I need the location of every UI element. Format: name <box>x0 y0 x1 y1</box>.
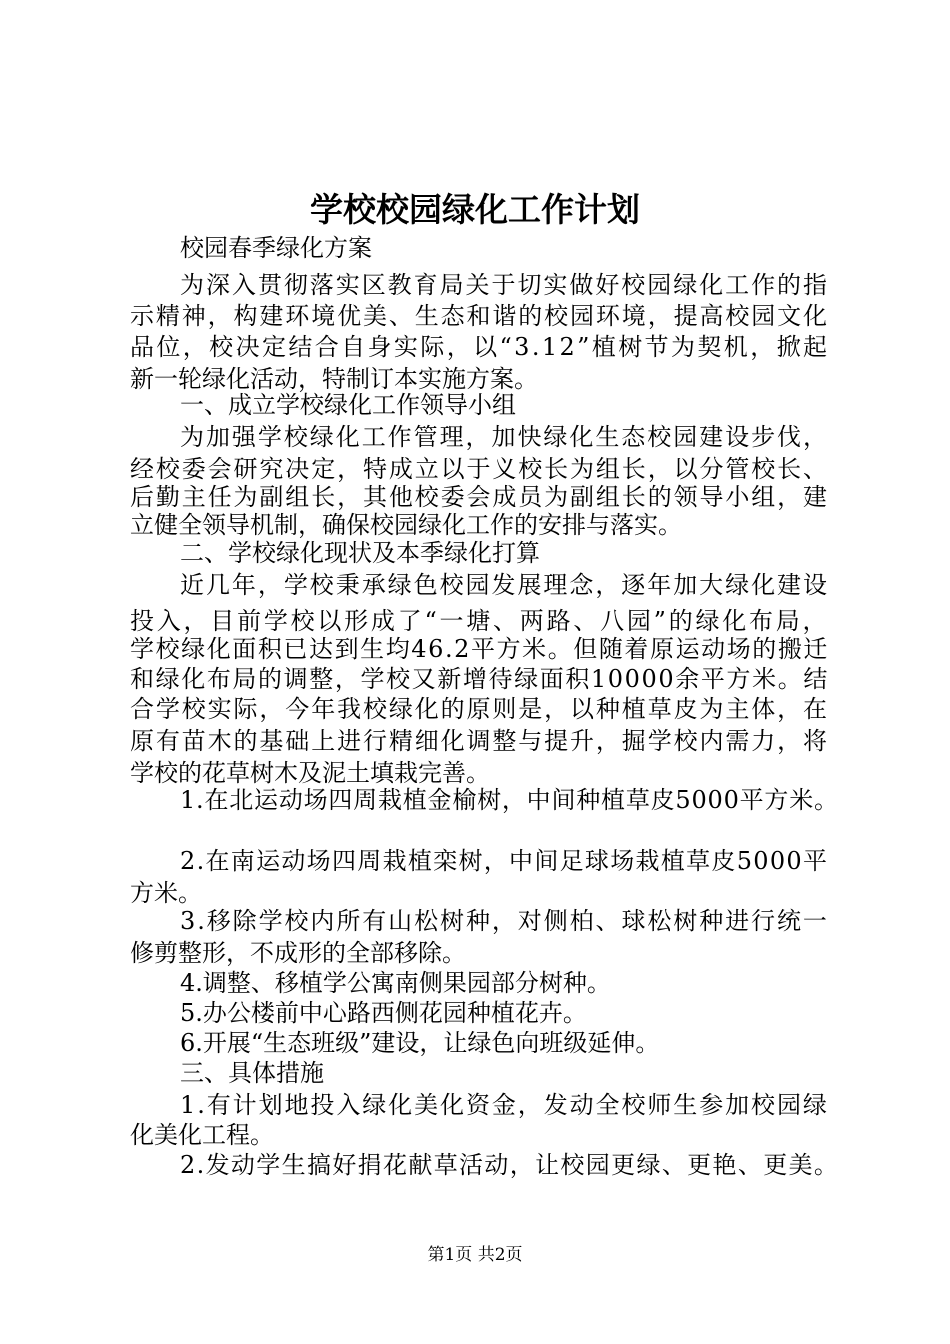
body-line: 6.开展“生态班级”建设，让绿色向班级延伸。 <box>180 1029 660 1057</box>
body-line: 投入，目前学校以形成了“一塘、两路、八园”的绿化布局， <box>130 607 830 635</box>
body-line: 原有苗木的基础上进行精细化调整与提升，掘学校内需力，将 <box>130 727 829 755</box>
body-line: 2.在南运动场四周栽植栾树，中间足球场栽植草皮5000平 <box>180 847 829 875</box>
document-title: 学校校园绿化工作计划 <box>310 190 640 229</box>
body-line: 5.办公楼前中心路西侧花园种植花卉。 <box>180 999 587 1027</box>
body-line: 修剪整形，不成形的全部移除。 <box>130 939 466 967</box>
body-line: 方米。 <box>130 879 202 907</box>
body-line: 三、具体措施 <box>180 1059 324 1087</box>
body-line: 示精神，构建环境优美、生态和谐的校园环境，提高校园文化 <box>130 302 829 330</box>
body-line: 品位，校决定结合自身实际，以“3.12”植树节为契机，掀起 <box>130 333 830 361</box>
body-line: 学校绿化面积已达到生均46.2平方米。但随着原运动场的搬迁 <box>130 635 830 663</box>
body-line: 新一轮绿化活动，特制订本实施方案。 <box>130 365 538 393</box>
body-line: 为深入贯彻落实区教育局关于切实做好校园绿化工作的指 <box>180 271 829 299</box>
body-line: 学校的花草树木及泥土填栽完善。 <box>130 759 490 787</box>
body-line: 合学校实际，今年我校绿化的原则是，以种植草皮为主体，在 <box>130 695 829 723</box>
body-line: 和绿化布局的调整，学校又新增待绿面积10000余平方米。结 <box>130 665 829 693</box>
body-line: 一、成立学校绿化工作领导小组 <box>180 391 516 419</box>
body-line: 1.有计划地投入绿化美化资金，发动全校师生参加校园绿 <box>180 1091 829 1119</box>
body-line: 化美化工程。 <box>130 1121 274 1149</box>
body-line: 立健全领导机制，确保校园绿化工作的安排与落实。 <box>130 511 682 539</box>
body-line: 二、学校绿化现状及本季绿化打算 <box>180 539 540 567</box>
body-line: 2.发动学生搞好捐花献草活动，让校园更绿、更艳、更美。 <box>180 1151 840 1179</box>
body-line: 4.调整、移植学公寓南侧果园部分树种。 <box>180 969 611 997</box>
body-line: 校园春季绿化方案 <box>180 234 372 262</box>
body-line: 近几年，学校秉承绿色校园发展理念，逐年加大绿化建设 <box>180 571 829 599</box>
page-footer: 第1页 共2页 <box>427 1245 523 1265</box>
body-line: 后勤主任为副组长，其他校委会成员为副组长的领导小组，建 <box>130 483 829 511</box>
body-line: 3.移除学校内所有山松树种，对侧柏、球松树种进行统一 <box>180 907 829 935</box>
body-line: 1.在北运动场四周栽植金榆树，中间种植草皮5000平方米。 <box>180 786 839 814</box>
body-line: 经校委会研究决定，特成立以于义校长为组长，以分管校长、 <box>130 455 829 483</box>
body-line: 为加强学校绿化工作管理，加快绿化生态校园建设步伐， <box>180 423 829 451</box>
